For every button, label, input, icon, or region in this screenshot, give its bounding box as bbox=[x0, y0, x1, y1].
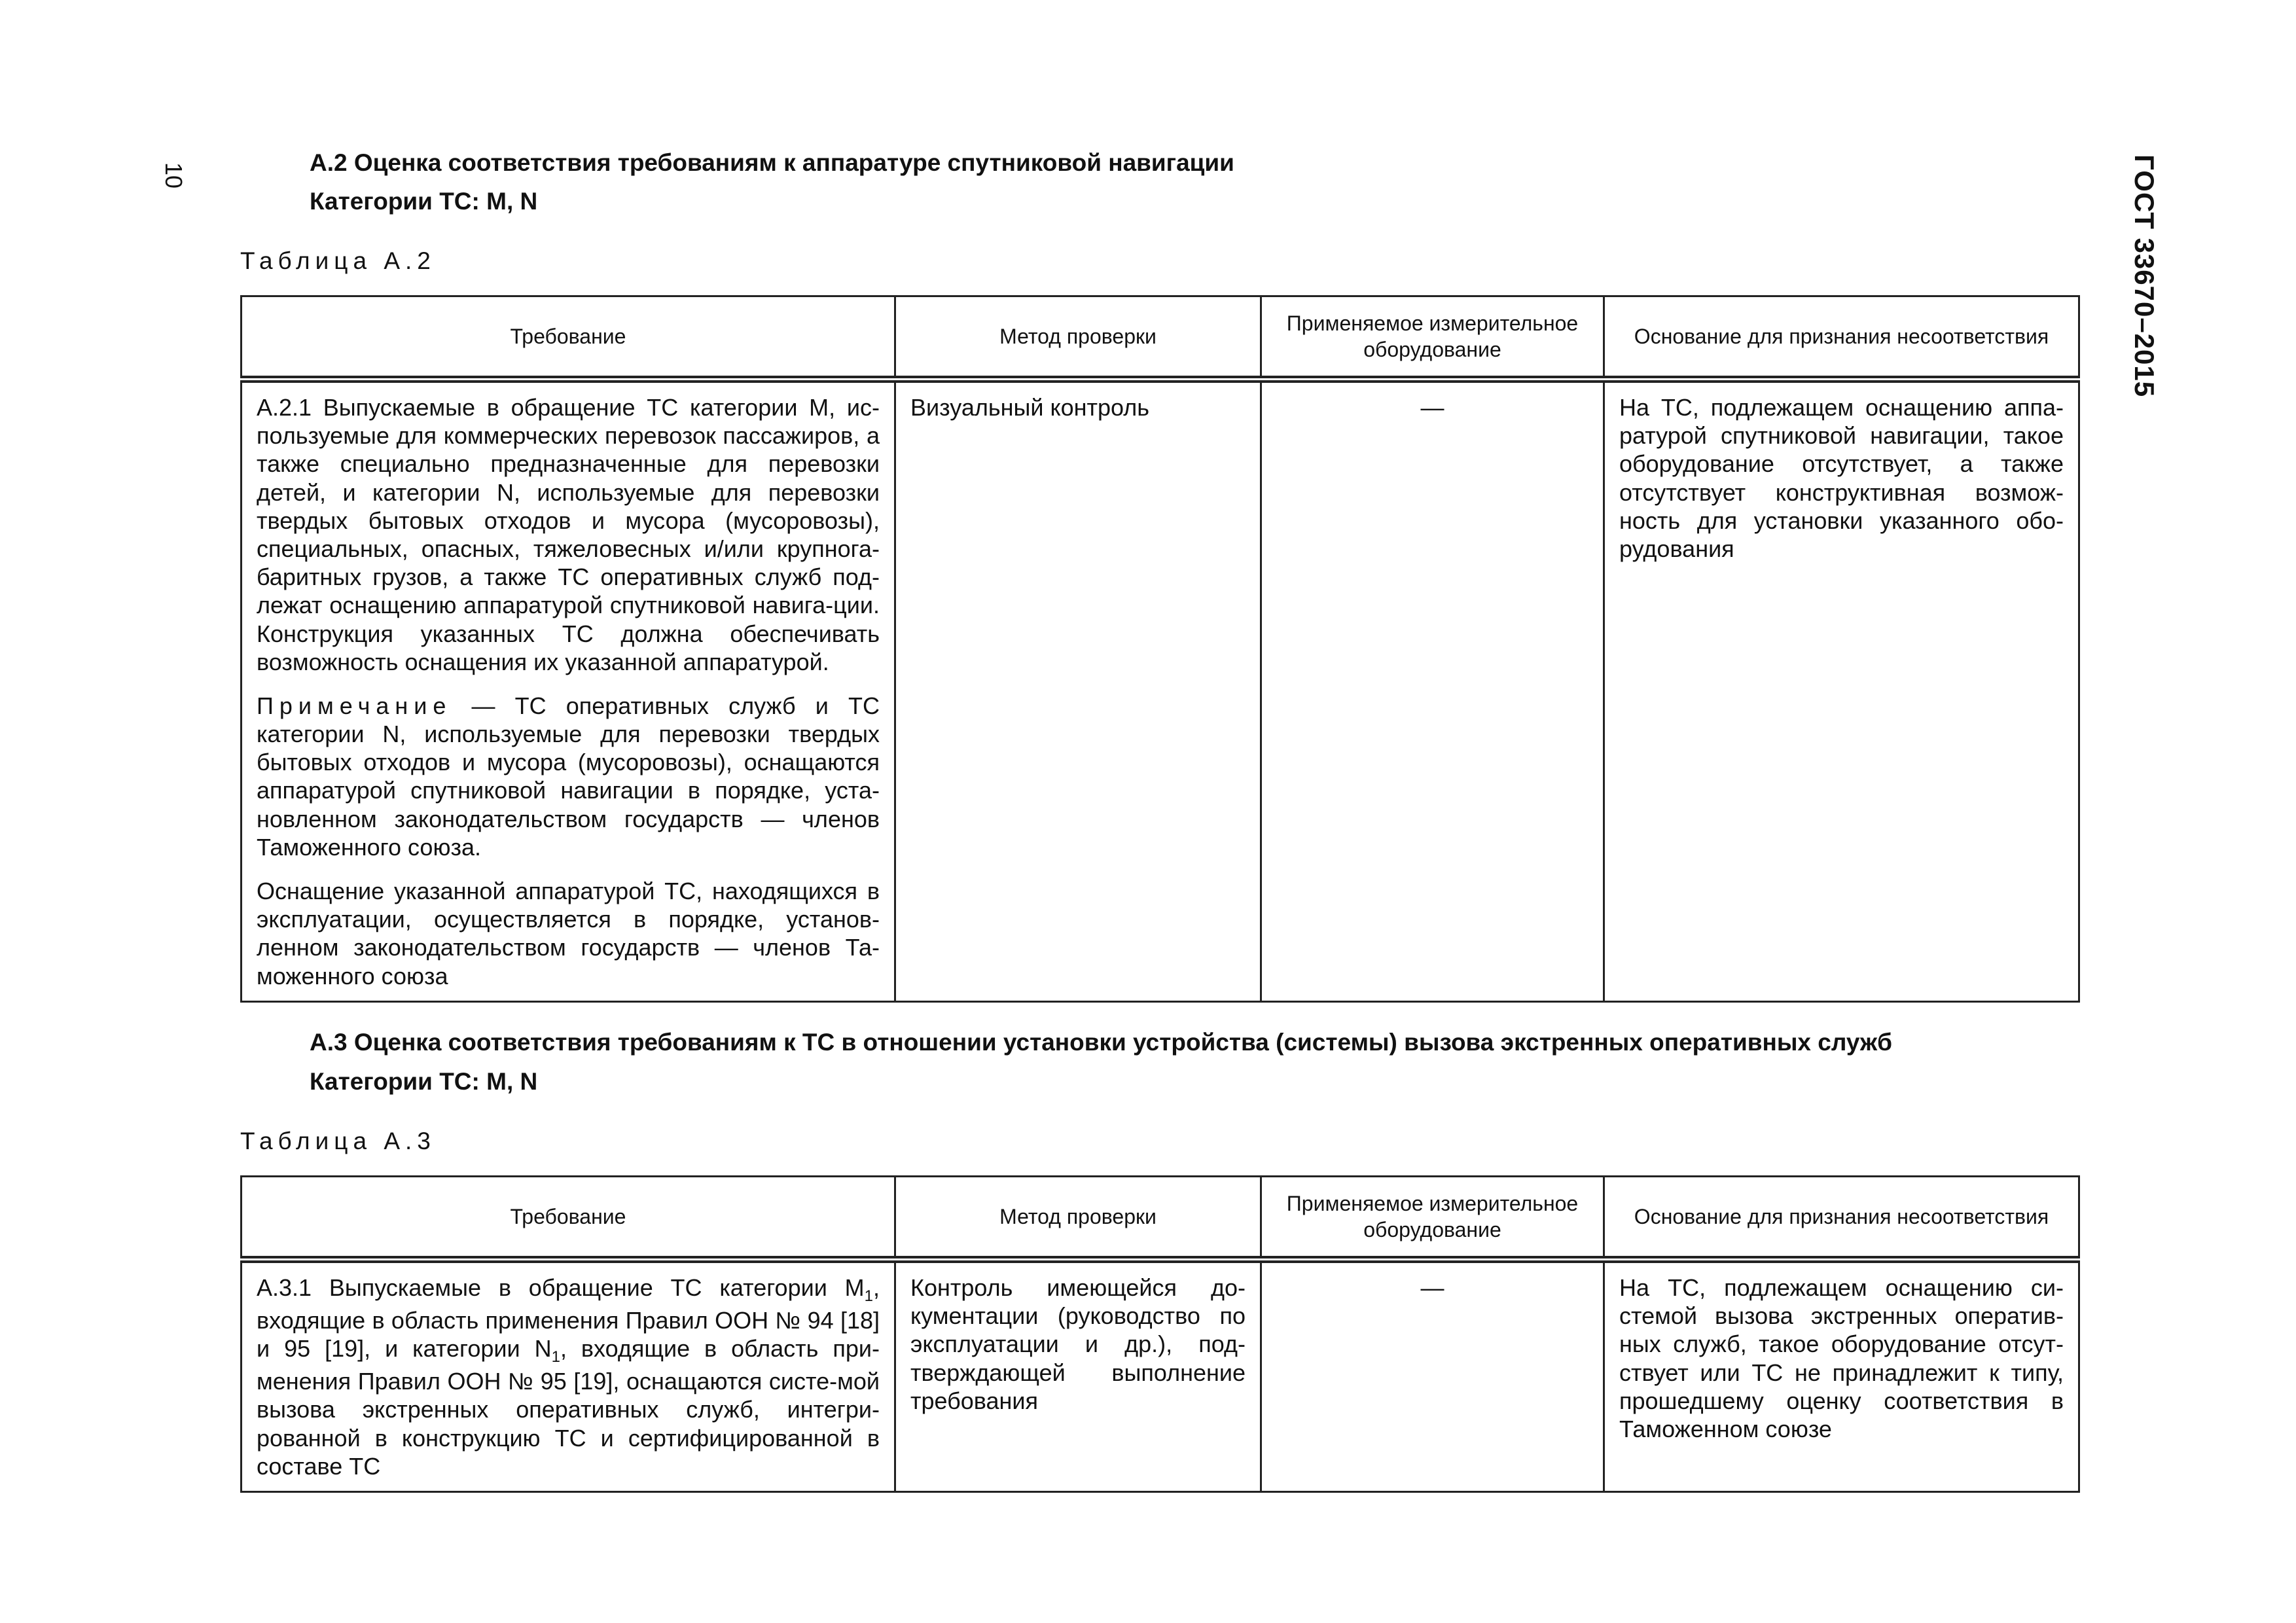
method-cell: Контроль имеющейся до-кументации (руководство по эксплуатации и др.), под-тверждающей выполнение требования bbox=[895, 1260, 1261, 1492]
section-a2-title: А.2 Оценка соответствия требованиям к аппаратуре спутниковой навигации bbox=[310, 149, 1234, 176]
category-subscript: 1 bbox=[864, 1287, 873, 1306]
requirement-paragraph: А.2.1 Выпускаемые в обращение ТС категории М, ис-пользуемые для коммерческих перевозок пассажиров, а также специально предназначенные для перевозки детей, и категории N, используемые для перевозки твердых бытовых отходов и мусора (мусоровозы), специальных, опасных, тяжеловесных и/или крупнога-баритных грузов, а также ТС оперативных служб под-лежат оснащению аппаратурой спутниковой навига-ции. Конструкция указанных ТС должна обеспечивать возможность оснащения их указанной аппаратурой. bbox=[257, 394, 880, 675]
requirement-cell bbox=[242, 1260, 895, 1492]
table-a2 bbox=[240, 295, 2080, 1003]
requirement-text: А.3.1 Выпускаемые в обращение ТС категории M bbox=[257, 1274, 865, 1301]
table-a2-caption: Таблица А.2 bbox=[240, 247, 436, 274]
section-a2-category: Категории ТС: M, N bbox=[310, 188, 538, 215]
column-header-basis: Основание для признания несоответствия bbox=[1604, 1177, 2079, 1260]
page-number: 10 bbox=[160, 162, 187, 189]
category-subscript: 1 bbox=[551, 1348, 560, 1366]
section-a3-category: Категории ТС: M, N bbox=[310, 1068, 538, 1095]
table-row bbox=[242, 1260, 2079, 1492]
table-a3-caption: Таблица А.3 bbox=[240, 1128, 436, 1154]
note-text: — ТС оперативных служб и ТС категории N, используемые для перевозки твердых бытовых отходов и мусора (мусоровозы), оснащаются аппаратурой спутниковой навигации в порядке, уста-новленном законодательством государств — членов Таможенного союза. bbox=[257, 692, 880, 861]
note-label: Примечание bbox=[257, 692, 452, 719]
equipment-cell: — bbox=[1261, 1260, 1604, 1492]
requirement-text: , входящие в область применения Правил ООН № 94 [18] и 95 [19], и категории N bbox=[257, 1274, 880, 1363]
table-a3 bbox=[240, 1175, 2080, 1493]
column-header-method: Метод проверки bbox=[895, 296, 1261, 380]
table-a3-header-row bbox=[242, 1177, 2079, 1260]
basis-cell: На ТС, подлежащем оснащению аппа-ратурой спутниковой навигации, такое оборудование отсутствует, а также отсутствует конструктивная возмож-ность для установки указанного обо-рудования bbox=[1604, 380, 2079, 1002]
equipment-cell: — bbox=[1261, 380, 1604, 1002]
note-paragraph bbox=[257, 692, 880, 861]
requirement-text: , входящие в область при-менения Правил ООН № 95 [19], оснащаются систе-мой вызова экстренных оперативных служб, интегри-рованной в конструкцию ТС и сертифицированной в составе ТС bbox=[257, 1335, 880, 1480]
column-header-basis: Основание для признания несоответствия bbox=[1604, 296, 2079, 380]
table-a2-header-row bbox=[242, 296, 2079, 380]
requirement-paragraph: Оснащение указанной аппаратурой ТС, находящихся в эксплуатации, осуществляется в порядке, установ-ленном законодательством государств — членов Та-моженного союза bbox=[257, 878, 880, 990]
column-header-equipment: Применяемое измерительное оборудование bbox=[1261, 296, 1604, 380]
column-header-requirement: Требование bbox=[242, 1177, 895, 1260]
column-header-requirement: Требование bbox=[242, 296, 895, 380]
table-row bbox=[242, 380, 2079, 1002]
column-header-method: Метод проверки bbox=[895, 1177, 1261, 1260]
requirement-cell bbox=[242, 380, 895, 1002]
section-a3-title: А.3 Оценка соответствия требованиям к ТС в отношении установки устройства (системы) вызова экстренных оперативных служб bbox=[310, 1029, 1892, 1056]
method-cell: Визуальный контроль bbox=[895, 380, 1261, 1002]
basis-cell: На ТС, подлежащем оснащению си-стемой вызова экстренных оператив-ных служб, такое оборудование отсут-ствует или ТС не принадлежит к типу, прошедшему оценку соответствия в Таможенном союзе bbox=[1604, 1260, 2079, 1492]
document-code: ГОСТ 33670–2015 bbox=[2129, 154, 2160, 398]
column-header-equipment: Применяемое измерительное оборудование bbox=[1261, 1177, 1604, 1260]
